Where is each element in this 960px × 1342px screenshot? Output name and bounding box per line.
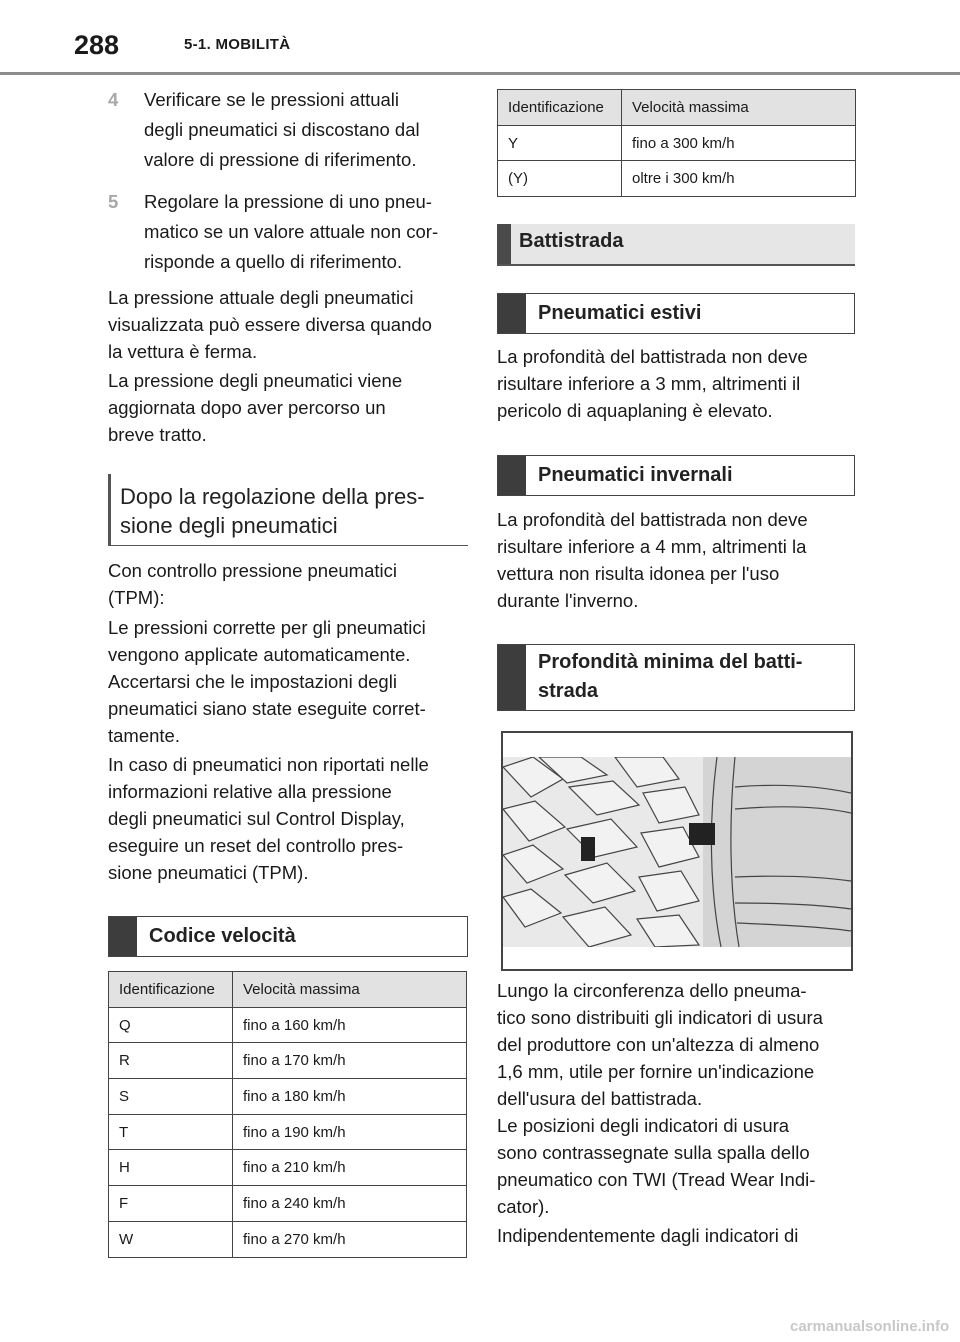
text-line: del produttore con un'altezza di almeno [497, 1034, 820, 1055]
paragraph [497, 506, 857, 614]
subheading-after-adjustment [108, 474, 468, 546]
text-line: cator). [497, 1196, 550, 1217]
heading-block [497, 224, 511, 264]
speed-table-left [108, 971, 467, 1258]
speed-table-right [497, 89, 856, 197]
step-number: 5 [108, 191, 119, 212]
text-line: Indipendentemente dagli indicatori di [497, 1225, 799, 1246]
text-line: degli pneumatici sul Control Display, [108, 808, 405, 829]
text-line: durante l'inverno. [497, 590, 639, 611]
table-cell: W [109, 1221, 233, 1257]
text-line: informazioni relative alla pressione [108, 781, 392, 802]
text-line: pneumatico con TWI (Tread Wear Indi- [497, 1169, 816, 1190]
heading-block [109, 917, 137, 956]
table-cell: T [109, 1114, 233, 1150]
step-line: valore di pressione di riferimento. [144, 149, 417, 170]
table-row [109, 1114, 467, 1150]
table-row [109, 1007, 467, 1043]
step-number: 4 [108, 89, 119, 110]
table-row [109, 1079, 467, 1115]
table-cell: Y [498, 125, 622, 161]
page-number: 288 [74, 30, 120, 60]
header-divider [0, 72, 960, 75]
text-line: visualizzata può essere diversa quando [108, 314, 432, 335]
heading-block [498, 294, 526, 333]
paragraph [497, 977, 855, 1112]
text-line: sono contrassegnate sulla spalla dello [497, 1142, 810, 1163]
text-line: Le pressioni corrette per gli pneumatici [108, 617, 426, 638]
column-header: Velocità massima [233, 972, 467, 1008]
section-title: 5-1. MOBILITÀ [184, 36, 291, 53]
heading-tread [497, 224, 855, 266]
text-line: (TPM): [108, 587, 165, 608]
text-line: risultare inferiore a 3 mm, altrimenti il [497, 373, 801, 394]
text-line: pneumatici siano state eseguite corret- [108, 698, 426, 719]
heading-text [538, 648, 802, 706]
text-line: tico sono distribuiti gli indicatori di usura [497, 1007, 823, 1028]
text-line: Lungo la circonferenza dello pneuma- [497, 980, 807, 1001]
text-line: In caso di pneumatici non riportati nelle [108, 754, 429, 775]
text-line: sione degli pneumatici [120, 513, 338, 538]
table-cell: H [109, 1150, 233, 1186]
table-cell: fino a 270 km/h [233, 1221, 467, 1257]
step-line: Regolare la pressione di uno pneu- [144, 191, 432, 212]
paragraph [108, 284, 468, 365]
text-line: sione pneumatici (TPM). [108, 862, 309, 883]
table-cell: fino a 210 km/h [233, 1150, 467, 1186]
tire-tread-drawing [503, 757, 851, 947]
paragraph [108, 751, 468, 886]
step-text [144, 187, 464, 277]
heading-block [498, 456, 526, 495]
text-line: eseguire un reset del controllo pres- [108, 835, 404, 856]
subheading-text [120, 482, 450, 540]
column-header: Identificazione [498, 90, 622, 126]
heading-block [498, 645, 526, 710]
tread-wear-indicator-illustration [501, 731, 853, 971]
text-line: Accertarsi che le impostazioni degli [108, 671, 397, 692]
heading-min-tread-depth [497, 644, 855, 711]
text-line: Profondità minima del batti- [538, 651, 803, 673]
text-line: La pressione degli pneumatici viene [108, 370, 403, 391]
table-cell: (Y) [498, 161, 622, 197]
table-row [109, 1221, 467, 1257]
heading-winter-tires [497, 455, 855, 496]
text-line: Con controllo pressione pneumatici [108, 560, 397, 581]
text-line: risultare inferiore a 4 mm, altrimenti la [497, 536, 807, 557]
text-line: la vettura è ferma. [108, 341, 258, 362]
text-line: Dopo la regolazione della pres- [120, 484, 425, 509]
text-line: pericolo di aquaplaning è elevato. [497, 400, 773, 421]
paragraph [497, 343, 857, 424]
table-cell: Q [109, 1007, 233, 1043]
heading-text: Codice velocità [149, 925, 296, 947]
text-line: tamente. [108, 725, 180, 746]
table-cell: fino a 170 km/h [233, 1043, 467, 1079]
heading-speed-code [108, 916, 468, 957]
table-row [109, 1043, 467, 1079]
table-row [109, 1186, 467, 1222]
column-header: Velocità massima [622, 90, 856, 126]
subheading-bar [108, 474, 111, 546]
text-line: 1,6 mm, utile per fornire un'indicazione [497, 1061, 815, 1082]
heading-text: Battistrada [519, 230, 624, 252]
heading-text: Pneumatici estivi [538, 302, 702, 324]
page-header [0, 0, 960, 76]
text-line: La pressione attuale degli pneumatici [108, 287, 414, 308]
text-line: La profondità del battistrada non deve [497, 509, 808, 530]
wear-indicator-mark [689, 823, 715, 845]
table-cell: fino a 160 km/h [233, 1007, 467, 1043]
step-line: Verificare se le pressioni attuali [144, 89, 400, 110]
step-line: risponde a quello di riferimento. [144, 251, 403, 272]
text-line: La profondità del battistrada non deve [497, 346, 808, 367]
text-line: vettura non risulta idonea per l'uso [497, 563, 780, 584]
text-line: Le posizioni degli indicatori di usura [497, 1115, 790, 1136]
table-row [498, 125, 856, 161]
paragraph [497, 1222, 855, 1249]
step-line: degli pneumatici si discostano dal [144, 119, 420, 140]
text-line: vengono applicate automaticamente. [108, 644, 411, 665]
step-line: matico se un valore attuale non cor- [144, 221, 439, 242]
text-line: breve tratto. [108, 424, 207, 445]
watermark: carmanualsonline.info [790, 1318, 950, 1335]
paragraph [497, 1112, 855, 1220]
table-cell: fino a 190 km/h [233, 1114, 467, 1150]
table-cell: fino a 240 km/h [233, 1186, 467, 1222]
table-header-row [109, 972, 467, 1008]
paragraph [108, 614, 468, 749]
text-line: strada [538, 680, 599, 702]
table-cell: fino a 300 km/h [622, 125, 856, 161]
heading-summer-tires [497, 293, 855, 334]
table-row [498, 161, 856, 197]
table-cell: S [109, 1079, 233, 1115]
text-line: dell'usura del battistrada. [497, 1088, 703, 1109]
paragraph [108, 557, 468, 611]
table-row [109, 1150, 467, 1186]
heading-text: Pneumatici invernali [538, 464, 733, 486]
table-cell: fino a 180 km/h [233, 1079, 467, 1115]
paragraph [108, 367, 468, 448]
table-header-row [498, 90, 856, 126]
step-text [144, 85, 464, 175]
table-cell: F [109, 1186, 233, 1222]
wear-indicator-mark [581, 837, 595, 861]
column-header: Identificazione [109, 972, 233, 1008]
table-cell: oltre i 300 km/h [622, 161, 856, 197]
text-line: aggiornata dopo aver percorso un [108, 397, 386, 418]
table-cell: R [109, 1043, 233, 1079]
